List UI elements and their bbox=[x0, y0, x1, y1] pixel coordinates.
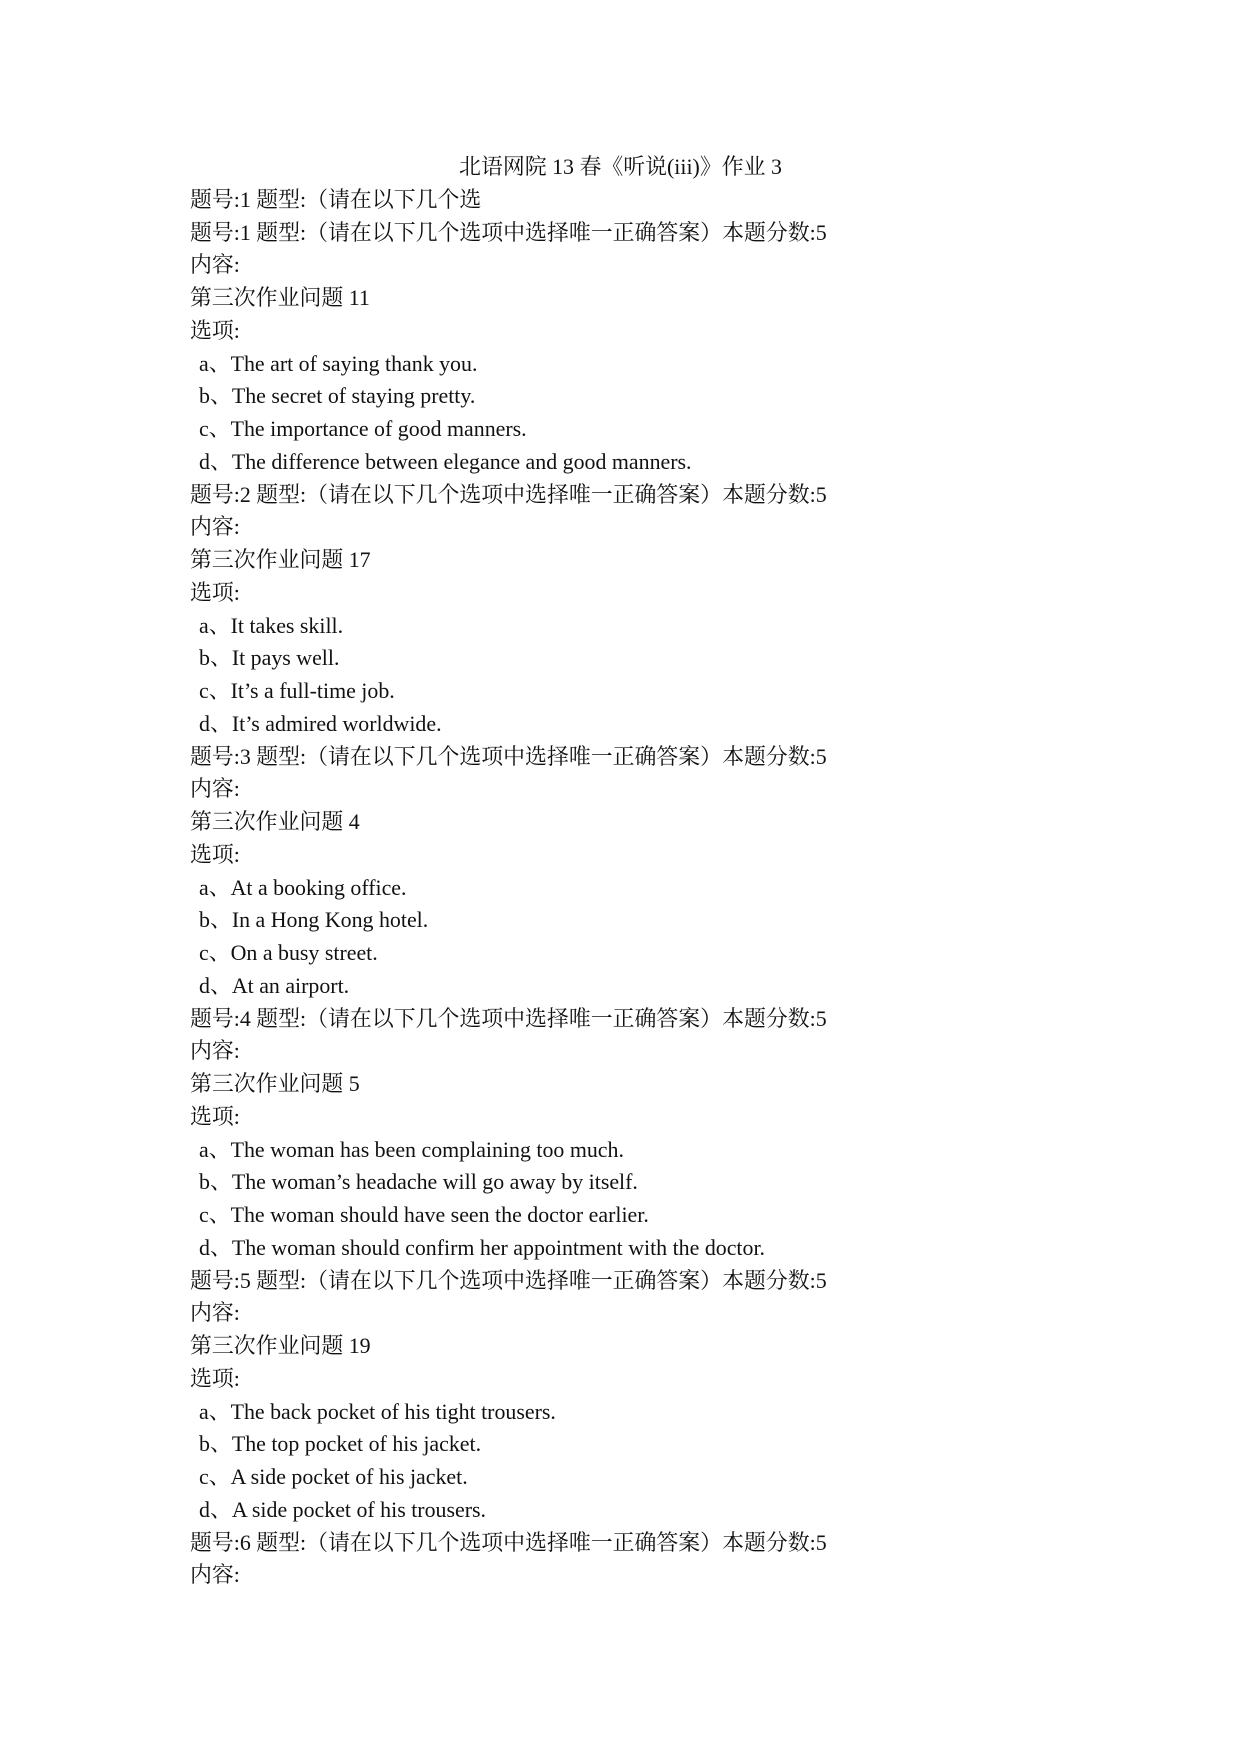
question-2-header: 题号:2 题型:（请在以下几个选项中选择唯一正确答案）本题分数:5 bbox=[190, 481, 827, 507]
question-3-options-label: 选项: bbox=[190, 841, 240, 867]
question-2 bbox=[190, 479, 1051, 741]
question-5-option-c: c、A side pocket of his jacket. bbox=[199, 1464, 468, 1489]
question-4 bbox=[190, 1003, 1051, 1265]
question-1-header: 题号:1 题型:（请在以下几个选项中选择唯一正确答案）本题分数:5 bbox=[190, 219, 827, 245]
question-4-option-a: a、The woman has been complaining too much. bbox=[199, 1136, 624, 1162]
question-2-option-b: b、It pays well. bbox=[199, 645, 340, 671]
question-1-option-c: c、The importance of good manners. bbox=[199, 416, 527, 441]
question-6 bbox=[190, 1527, 1051, 1593]
question-1-option-d: d、The difference between elegance and good manners. bbox=[199, 448, 692, 474]
question-4-content: 第三次作业问题 5 bbox=[190, 1071, 360, 1096]
question-3-option-a: a、At a booking office. bbox=[199, 874, 407, 900]
question-5-header: 题号:5 题型:（请在以下几个选项中选择唯一正确答案）本题分数:5 bbox=[190, 1267, 827, 1293]
question-5-option-b: b、The top pocket of his jacket. bbox=[199, 1431, 482, 1457]
question-2-option-a: a、It takes skill. bbox=[199, 612, 344, 638]
question-1-options-label: 选项: bbox=[190, 317, 240, 343]
question-1 bbox=[190, 217, 1051, 479]
question-5-options-label: 选项: bbox=[190, 1365, 240, 1391]
question-2-option-c: c、It’s a full-time job. bbox=[199, 678, 395, 703]
question-5-option-a: a、The back pocket of his tight trousers. bbox=[199, 1398, 556, 1424]
question-2-options-label: 选项: bbox=[190, 579, 240, 605]
question-6-content-label: 内容: bbox=[190, 1562, 240, 1588]
question-3-option-c: c、On a busy street. bbox=[199, 940, 378, 965]
question-5 bbox=[190, 1265, 1051, 1527]
question-3-content: 第三次作业问题 4 bbox=[190, 809, 360, 834]
document-body bbox=[190, 151, 1051, 1592]
question-6-header: 题号:6 题型:（请在以下几个选项中选择唯一正确答案）本题分数:5 bbox=[190, 1529, 827, 1555]
question-5-content: 第三次作业问题 19 bbox=[190, 1333, 371, 1358]
question-3 bbox=[190, 741, 1051, 1003]
question-4-header: 题号:4 题型:（请在以下几个选项中选择唯一正确答案）本题分数:5 bbox=[190, 1005, 827, 1031]
question-5-option-d: d、A side pocket of his trousers. bbox=[199, 1496, 486, 1522]
question-1-option-b: b、The secret of staying pretty. bbox=[199, 383, 476, 409]
question-5-content-label: 内容: bbox=[190, 1300, 240, 1326]
question-4-option-d: d、The woman should confirm her appointment with the doctor. bbox=[199, 1234, 766, 1260]
question-2-option-d: d、It’s admired worldwide. bbox=[199, 710, 442, 736]
question-3-option-b: b、In a Hong Kong hotel. bbox=[199, 907, 429, 933]
question-header-fragment: 题号:1 题型:（请在以下几个选 bbox=[190, 186, 482, 212]
question-1-content: 第三次作业问题 11 bbox=[190, 285, 370, 310]
question-3-content-label: 内容: bbox=[190, 776, 240, 802]
question-4-content-label: 内容: bbox=[190, 1038, 240, 1064]
question-4-option-c: c、The woman should have seen the doctor earlier. bbox=[199, 1202, 649, 1227]
question-1-option-a: a、The art of saying thank you. bbox=[199, 350, 478, 376]
document-title: 北语网院 13 春《听说(iii)》作业 3 bbox=[459, 154, 782, 179]
question-4-option-b: b、The woman’s headache will go away by itself. bbox=[199, 1169, 638, 1195]
question-3-option-d: d、At an airport. bbox=[199, 972, 350, 998]
question-1-content-label: 内容: bbox=[190, 252, 240, 278]
question-3-header: 题号:3 题型:（请在以下几个选项中选择唯一正确答案）本题分数:5 bbox=[190, 743, 827, 769]
question-2-content-label: 内容: bbox=[190, 514, 240, 540]
question-2-content: 第三次作业问题 17 bbox=[190, 547, 371, 572]
question-4-options-label: 选项: bbox=[190, 1103, 240, 1129]
